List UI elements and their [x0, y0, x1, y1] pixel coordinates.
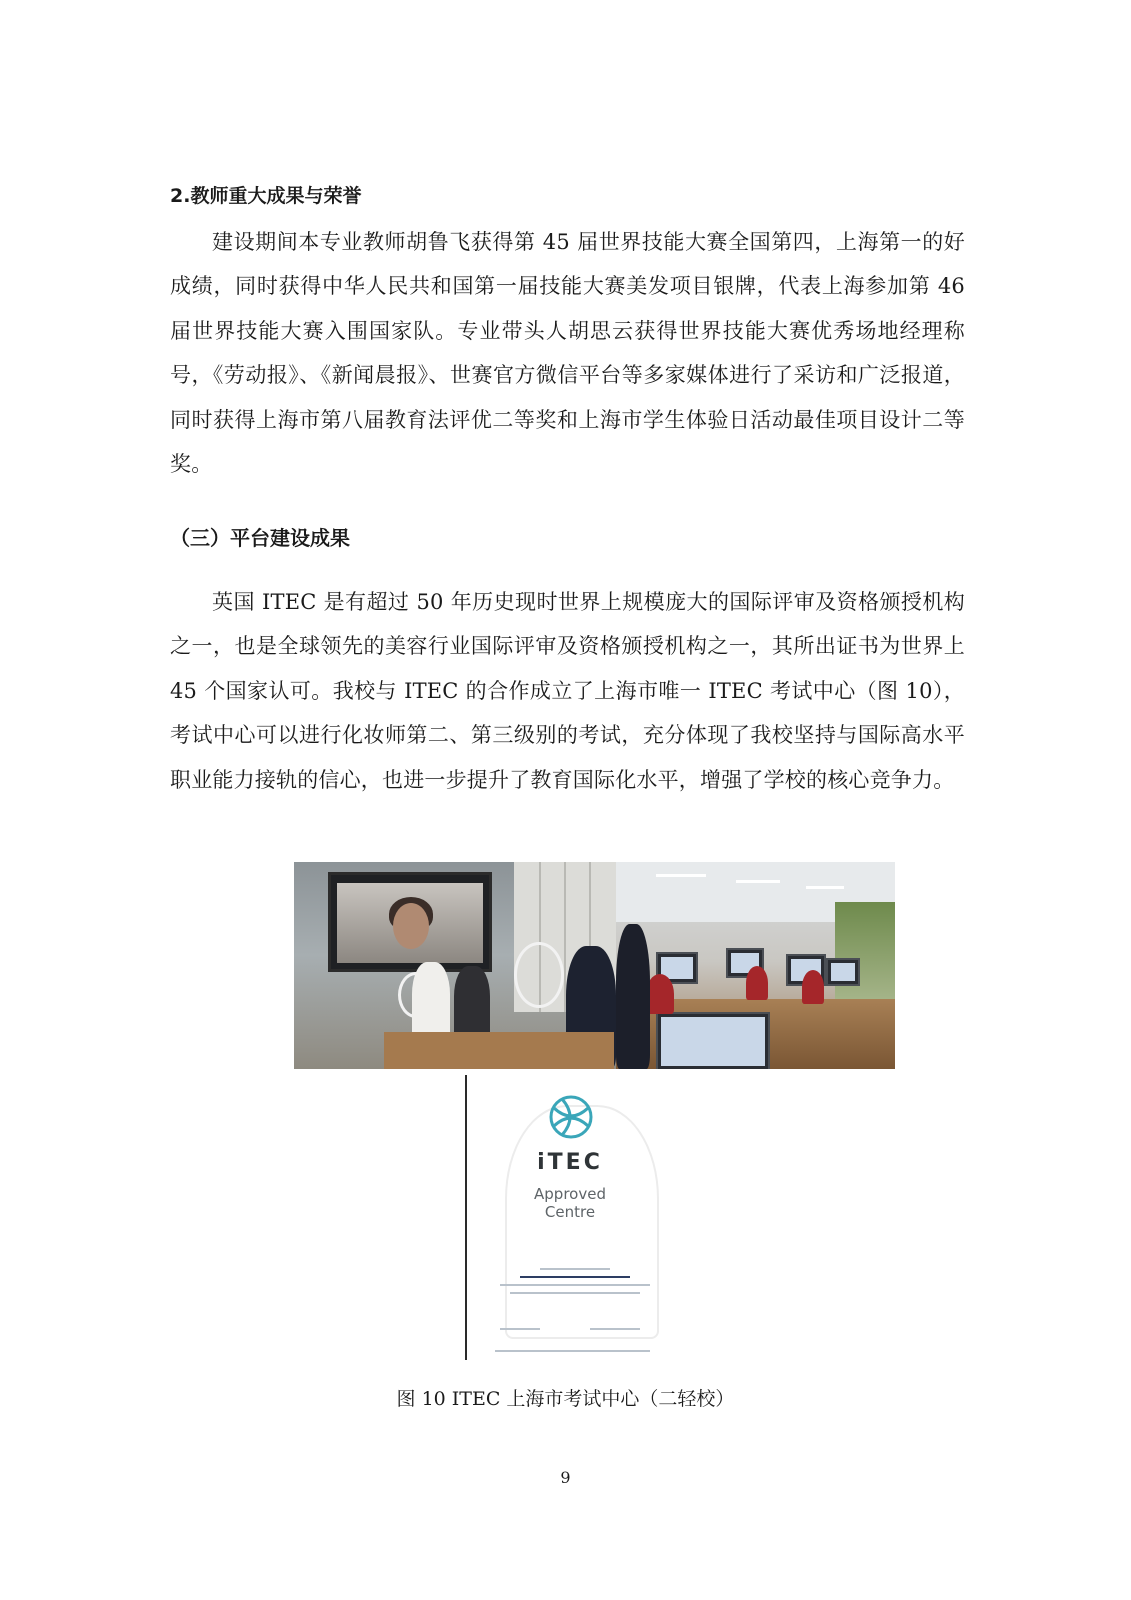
certificate-fine-print [500, 1284, 650, 1286]
certificate-fine-print [510, 1292, 640, 1294]
computer-room-photo [616, 862, 895, 1069]
centre-text: Centre [544, 1203, 596, 1221]
certificate-signature [500, 1328, 540, 1330]
itec-brand-text: iTEC [537, 1150, 603, 1175]
certificate-divider [465, 1075, 467, 1360]
certificate-fine-print [590, 1328, 640, 1330]
teacher-achievements-paragraph: 建设期间本专业教师胡鲁飞获得第 45 届世界技能大赛全国第四，上海第一的好成绩，同时获得中华人民共和国第一届技能大赛美发项目银牌，代表上海参加第 46 届世界技能大赛入围国家队。专业带头人胡思云获得世界技能大赛优秀场地经理称号，《劳动报》、《新闻晨报》、世赛官方微信平台等多家媒体进行了采访和广泛报道，同时获得上海市第八届教育法评优二等奖和上海市学生体验日活动最佳项目设计二等奖。 [170, 230, 965, 477]
figure-caption: 图 10 ITEC 上海市考试中心（二轻校） [396, 1388, 735, 1410]
certificate-fine-print [495, 1350, 650, 1352]
section-heading-teacher-achievements: 2.教师重大成果与荣誉 [170, 185, 362, 207]
certificate-fine-print [520, 1276, 630, 1278]
video-exam-photo [294, 862, 616, 1069]
page-number: 9 [560, 1468, 571, 1487]
monitor-image [328, 872, 492, 972]
itec-globe-logo [548, 1094, 594, 1140]
section-heading-platform: （三）平台建设成果 [170, 526, 350, 550]
certificate-fine-print [540, 1268, 610, 1270]
platform-paragraph: 英国 ITEC 是有超过 50 年历史现时世界上规模庞大的国际评审及资格颁授机构之一，也是全球领先的美容行业国际评审及资格颁授机构之一，其所出证书为世界上 45 个国家认可。我校与 ITEC 的合作成立了上海市唯一 ITEC 考试中心（图 10），考试中心可以进行化妆师第二、第三级别的考试，充分体现了我校坚持与国际高水平职业能力接轨的信心，也进一步提升了教育国际化水平，增强了学校的核心竞争力。 [170, 590, 965, 792]
approved-text: Approved [534, 1185, 606, 1203]
certificate-watermark [505, 1105, 659, 1339]
figure-photos [294, 862, 895, 1069]
